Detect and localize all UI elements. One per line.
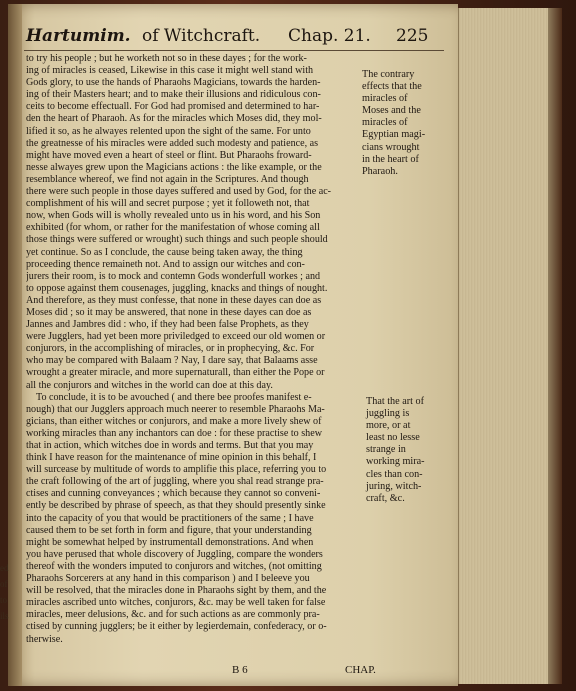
page-stack-shadow [548,8,562,684]
margin-note-line: in the heart of [362,153,419,165]
text-line: ing of miracles is ceased, Likewise in this case it might well stand with [26,65,314,77]
text-line: Gods glory, to use the hands of Pharaohs Magicians, towards the harden- [26,77,321,89]
text-line: ently be described by phrase of speech, as that they should presently sinke [26,500,326,512]
signature-mark: B 6 [232,664,248,676]
text-line: den the heart of Pharaoh. As for the miracles which Moses did, they mol- [26,113,322,125]
text-line: And therefore, as they must confesse, that none in these dayes can doe as [26,294,322,306]
header-subject: of Witchcraft. [142,26,261,46]
text-line: the craft following of the art of juggling, where you shal read strange pra- [26,476,324,488]
page-gutter [8,4,22,686]
text-line: lified it so, as he alwayes relented upon the sight of the same. For unto [26,125,311,137]
edge-fragment: to [0,595,8,605]
text-line: might have moved even a heart of steel or flint. But Pharaohs froward- [26,149,312,161]
header-chapter: Chap. 21. [288,26,371,46]
margin-note-line: That the art of [366,396,424,407]
text-line: nough) that our Jugglers approach much neerer to resemble Pharaohs Ma- [26,403,325,415]
text-line: ceits to become effectuall. For God had promised and determined to har- [26,101,320,113]
text-line: that in action, which witches doe in words and terms. But that you may [26,440,314,451]
text-line: into the capacity of you that would be practitioners of the same ; I have [26,512,314,524]
text-line: might be somewhat helped by instrumentall demonstrations. And when [26,536,314,548]
text-line: all the conjurors and witches in the world can doe at this day. [26,379,273,391]
text-line: think I have reason for the maintenance of mine opinion in this behalf, I [26,452,317,464]
text-line: Pharaohs Sorcerers at any hand in this comparison ) and I beleeve you [26,573,310,585]
page-number: 225 [396,26,429,46]
margin-note-line: The contrary [362,69,415,80]
text-line: yet continue. So as I conclude, the cause being taken away, the thing [26,246,303,258]
margin-note-line: cians wrought [362,141,420,153]
text-line: now, when Gods will is wholly revealed unto us in his word, and his Son [26,210,321,222]
text-line: ing of their Masters heart; and to make their illusions and ridiculous con- [26,89,321,101]
text-line: conjurors, in the accomplishing of miracles, or in prophecying, &c. For [26,343,315,355]
text-line: nesse alwayes grew upon the Magicians actions : the like example, or the [26,161,322,173]
page-footer [0,664,440,678]
text-line: miracles, meer delusions, &c. and for such actions as are commonly pra- [26,609,320,621]
margin-note-line: strange in [366,444,406,456]
margin-note-line: more, or at [366,420,411,432]
margin-note-line: miracles of [362,117,408,129]
text-line: you have perused that whole discovery of Juggling, compare the wonders [26,548,323,560]
text-line: Moses did ; so it may be answered, that none in these dayes can doe as [26,306,312,318]
edge-fragment: of [0,579,8,589]
text-line: Jannes and Jambres did : who, if they had been false Prophets, as they [26,319,309,331]
text-line: wrought a greater miracle, and more supernaturall, than either the Pope or [26,367,325,379]
margin-note-line: cles than con- [366,468,423,480]
text-line: to try his people ; but he worketh not so in these dayes ; for the work- [26,53,307,64]
text-line: those things were suffered or wrought) such things and such people should [26,234,328,246]
text-line: complishment of his will and secret purpose ; yet it followeth not, that [26,198,310,210]
text-line: working miracles than any inchantors can doe : for these practise to shew [26,427,322,439]
margin-note-line: craft, &c. [366,492,405,504]
text-line: jurers their room, is to mock and contemn Gods wonderfull workes ; and [26,270,321,282]
margin-note-contrary-effects [362,69,452,178]
text-line: there were such people in those dayes suffered and used by God, for the ac- [26,186,332,198]
text-line: ctises and cunning conveyances ; which because they cannot so conveni- [26,488,321,500]
text-line: proceeding thence remaineth not. And to assign our witches and con- [26,258,305,270]
text-line: exhibited (for whom, or rather for the manifestation of whose coming all [26,222,320,234]
margin-note-line: effects that the [362,81,422,93]
header-title: Hartumim. [26,26,131,46]
header-rule [24,50,444,51]
text-line: caused them to be set forth in form and figure, that your understanding [26,524,312,536]
catchword: CHAP. [345,664,376,676]
margin-note-line: least no lesse [366,432,420,444]
margin-note-line: miracles of [362,93,408,105]
text-line: to oppose against them cousenages, juggling, knacks and things of nought. [26,282,328,294]
text-line: therwise. [26,633,63,645]
page-stack [458,8,551,684]
edge-fragment: ed [0,563,9,573]
text-line: will be resolved, that the miracles done in Pharaohs sight by them, and the [26,585,327,597]
margin-note-line: Pharaoh. [362,165,398,177]
body-text [26,53,360,646]
margin-note-juggling [366,396,456,505]
text-line: were Jugglers, had yet been more priviledged to exceed our old women or [26,331,326,343]
text-line: miracles ascribed unto witches, conjurors, &c. may be well taken for false [26,597,326,609]
text-line: ctised by cunning jugglers; be it either by legierdemain, confederacy, or o- [26,621,327,633]
margin-note-line: juring, witch- [366,480,422,492]
text-line: the greatnesse of his miracles were added such modesty and patience, as [26,137,319,149]
edge-fragment: ils [0,611,9,621]
edge-fragments [0,560,10,660]
margin-note-line: juggling is [366,408,410,420]
text-line: gicians, than either witches or conjurors, and make a more lively shew of [26,415,322,427]
margin-note-line: Moses and the [362,105,421,117]
text-line: To conclude, it is to be avouched ( and there bee proofes manifest e- [36,391,312,403]
text-line: who may be compared with Balaam ? Nay, I dare say, that Balaams asse [26,355,318,367]
text-line: will surcease by multitude of words to amplifie this place, referring you to [26,464,327,476]
running-header [22,26,452,50]
margin-note-line: Egyptian magi- [362,129,426,141]
text-line: thereof with the wonders imputed to conjurors and witches, (not omitting [26,560,322,572]
text-line: resemblance whereof, we find not again in the Scriptures. And though [26,173,309,185]
margin-note-line: working mira- [366,456,425,468]
